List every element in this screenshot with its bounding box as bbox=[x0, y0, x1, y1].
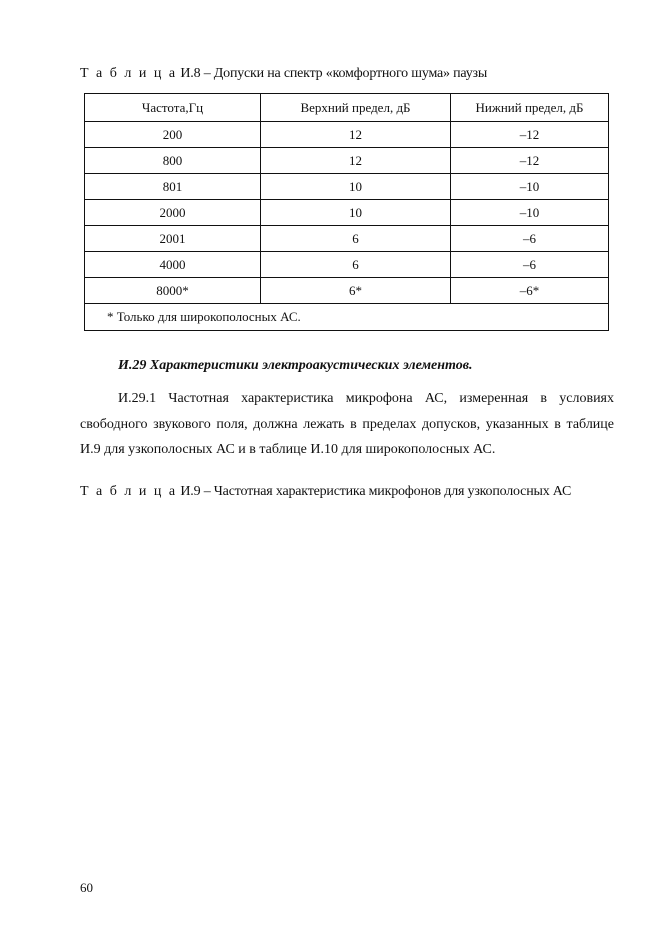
table-row bbox=[85, 148, 609, 174]
cell-frequency: 801 bbox=[85, 174, 261, 200]
table-header-row bbox=[85, 94, 609, 122]
header-upper-limit: Верхний предел, дБ bbox=[261, 94, 451, 122]
table-i8-caption-text: И.8 – Допуски на спектр «комфортного шума» паузы bbox=[177, 66, 488, 81]
cell-frequency: 2001 bbox=[85, 226, 261, 252]
table-i9-caption-text: И.9 – Частотная характеристика микрофонов для узкополосных АС bbox=[177, 484, 572, 499]
cell-upper: 12 bbox=[261, 148, 451, 174]
table-i8-caption bbox=[80, 66, 487, 82]
table-row bbox=[85, 174, 609, 200]
cell-frequency: 8000* bbox=[85, 278, 261, 304]
cell-upper: 12 bbox=[261, 122, 451, 148]
cell-lower: –6* bbox=[451, 278, 609, 304]
header-lower-limit: Нижний предел, дБ bbox=[451, 94, 609, 122]
table-row bbox=[85, 252, 609, 278]
cell-upper: 6 bbox=[261, 252, 451, 278]
cell-lower: –10 bbox=[451, 200, 609, 226]
table-row bbox=[85, 122, 609, 148]
cell-upper: 6* bbox=[261, 278, 451, 304]
table-i8 bbox=[84, 93, 609, 331]
cell-upper: 10 bbox=[261, 200, 451, 226]
table-row bbox=[85, 226, 609, 252]
cell-frequency: 4000 bbox=[85, 252, 261, 278]
table-row bbox=[85, 200, 609, 226]
cell-frequency: 2000 bbox=[85, 200, 261, 226]
cell-lower: –10 bbox=[451, 174, 609, 200]
section-heading: И.29 Характеристики электроакустических элементов. bbox=[118, 358, 473, 373]
cell-lower: –6 bbox=[451, 252, 609, 278]
table-i9-caption bbox=[80, 484, 571, 500]
table-footnote: * Только для широкополосных АС. bbox=[85, 304, 609, 331]
cell-lower: –12 bbox=[451, 148, 609, 174]
section-paragraph: И.29.1 Частотная характеристика микрофона АС, измеренная в условиях свободного звукового поля, должна лежать в пределах допусков, указанных в таблице И.9 для узкополосных АС и в таблице И.10 для широкополосных АС. bbox=[80, 391, 614, 457]
cell-lower: –12 bbox=[451, 122, 609, 148]
cell-frequency: 200 bbox=[85, 122, 261, 148]
cell-upper: 10 bbox=[261, 174, 451, 200]
header-frequency: Частота,Гц bbox=[85, 94, 261, 122]
table-footnote-row bbox=[85, 304, 609, 331]
table-i8-caption-prefix: Т а б л и ц а bbox=[80, 66, 178, 81]
cell-lower: –6 bbox=[451, 226, 609, 252]
cell-upper: 6 bbox=[261, 226, 451, 252]
table-i9-caption-prefix: Т а б л и ц а bbox=[80, 484, 178, 499]
table-row bbox=[85, 278, 609, 304]
cell-frequency: 800 bbox=[85, 148, 261, 174]
page-number: 60 bbox=[80, 880, 93, 895]
